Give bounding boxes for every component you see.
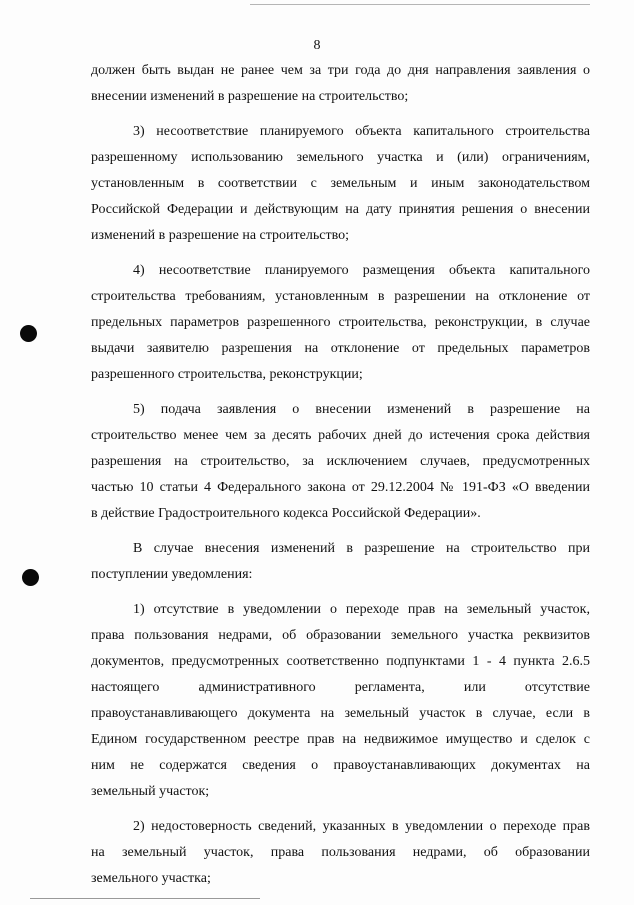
- paragraph-notice-intro: [91, 536, 590, 588]
- text-line: выдачи заявителю разрешения на отклонение от предельных параметров: [91, 341, 590, 356]
- paragraph-item-3: [91, 119, 590, 249]
- text-line: строительства требованиям, установленным в разрешении на отклонение от: [91, 289, 590, 304]
- text-line: должен быть выдан не ранее чем за три года до дня направления заявления о: [91, 63, 590, 78]
- text-line: В случае внесения изменений в разрешение на строительство при: [133, 541, 590, 556]
- text-line: Едином государственном реестре прав на недвижимое имущество и сделок с: [91, 732, 590, 747]
- text-line: 3) несоответствие планируемого объекта капитального строительства: [133, 124, 590, 139]
- text-line: 4) несоответствие планируемого размещения объекта капитального: [133, 263, 590, 278]
- text-line: настоящего административного регламента, или отсутствие: [91, 680, 590, 695]
- text-line: предельных параметров разрешенного строительства, реконструкции, в случае: [91, 315, 590, 330]
- text-line: разрешенному использованию земельного участка и (или) ограничениям,: [91, 150, 590, 165]
- text-line: права пользования недрами, об образовании земельного участка реквизитов: [91, 628, 590, 643]
- text-line: земельного участка;: [91, 871, 211, 886]
- text-line: 5) подача заявления о внесении изменений в разрешение на: [133, 402, 590, 417]
- text-line: земельный участок;: [91, 784, 210, 799]
- text-line: установленным в соответствии с земельным и иным законодательством: [91, 176, 590, 191]
- text-line: поступлении уведомления:: [91, 567, 253, 582]
- text-line: строительство менее чем за десять рабочих дней до истечения срока действия: [91, 428, 590, 443]
- paragraph-notice-item-2: [91, 814, 590, 892]
- text-line: внесении изменений в разрешение на строительство;: [91, 89, 409, 104]
- scan-edge-line: [250, 4, 590, 5]
- text-line: частью 10 статьи 4 Федерального закона от 29.12.2004 № 191-ФЗ «О введении: [91, 480, 590, 495]
- paragraph-continuation: [91, 58, 590, 110]
- text-line: документов, предусмотренных соответственно подпунктами 1 - 4 пункта 2.6.5: [91, 654, 590, 669]
- text-line: разрешения на строительство, за исключением случаев, предусмотренных: [91, 454, 590, 469]
- text-line: Российской Федерации и действующим на дату принятия решения о внесении: [91, 202, 590, 217]
- paragraph-notice-item-1: [91, 597, 590, 805]
- text-line: 1) отсутствие в уведомлении о переходе прав на земельный участок,: [133, 602, 590, 617]
- paragraph-item-4: [91, 258, 590, 388]
- text-line: ним не содержатся сведения о правоустанавливающих документах на: [91, 758, 590, 773]
- text-line: правоустанавливающего документа на земельный участок в случае, если в: [91, 706, 590, 721]
- punch-hole-mark: [22, 569, 39, 586]
- paragraph-item-5: [91, 397, 590, 527]
- document-body: [91, 58, 590, 892]
- text-line: в действие Градостроительного кодекса Российской Федерации».: [91, 506, 481, 521]
- text-line: 2) недостоверность сведений, указанных в уведомлении о переходе прав: [133, 819, 590, 834]
- text-line: изменений в разрешение на строительство;: [91, 228, 349, 243]
- text-line: разрешенного строительства, реконструкции;: [91, 367, 363, 382]
- text-line: на земельный участок, права пользования недрами, об образовании: [91, 845, 590, 860]
- punch-hole-mark: [20, 325, 37, 342]
- page-number: 8: [313, 38, 321, 53]
- scan-edge-line: [30, 898, 260, 899]
